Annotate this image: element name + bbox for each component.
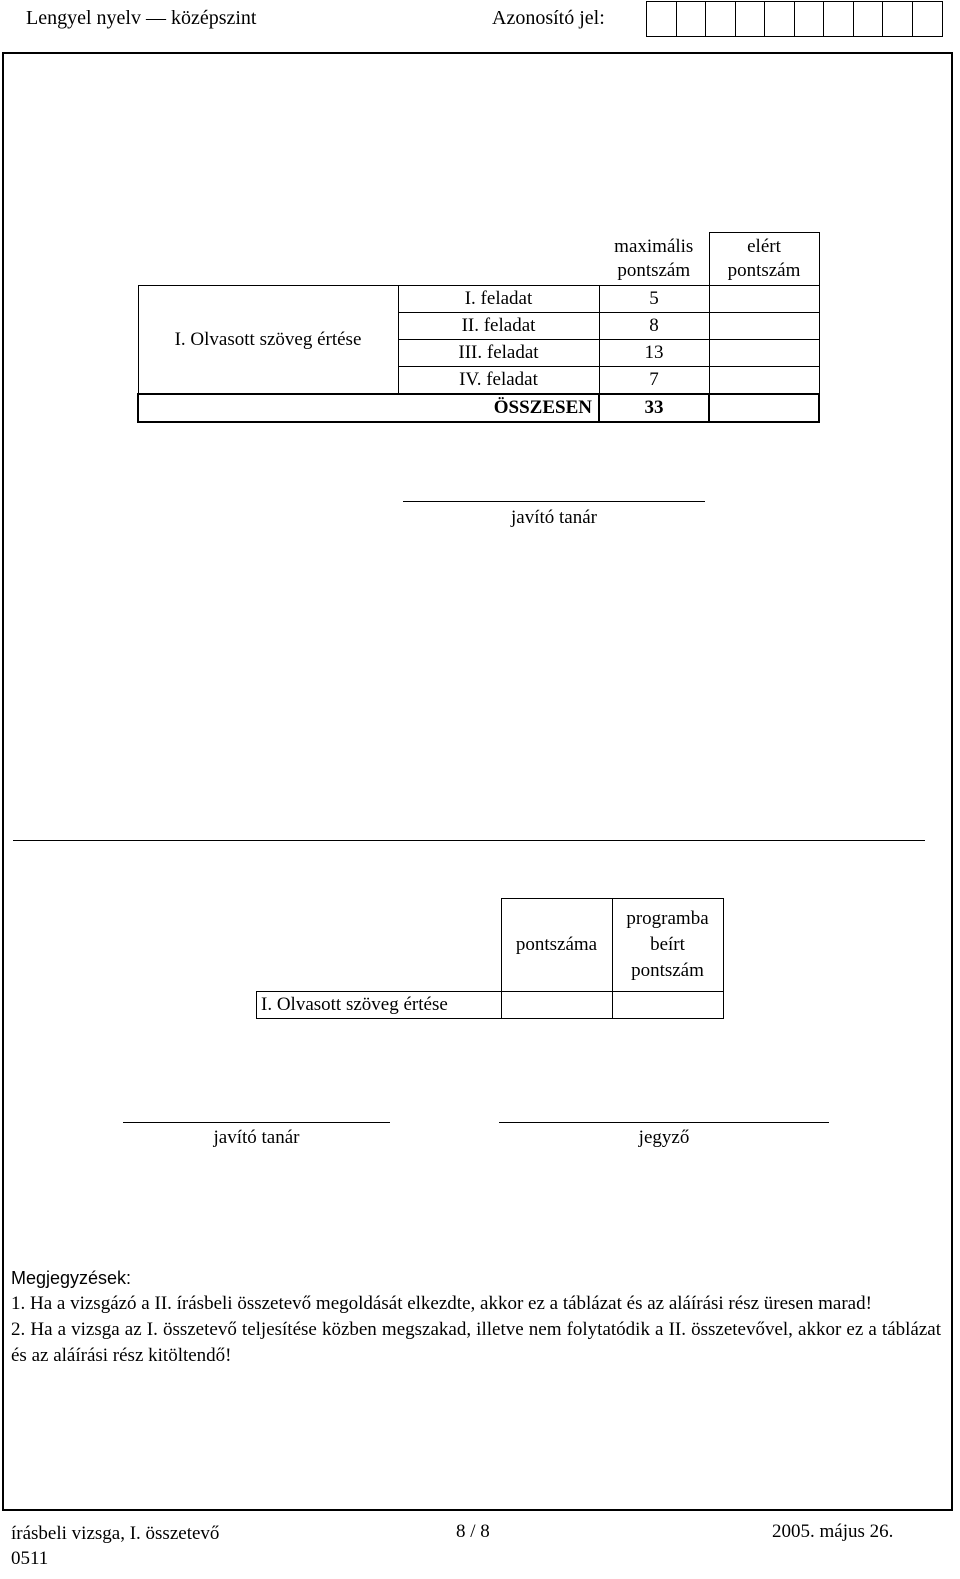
- col-max-header: maximális pontszám: [614, 235, 694, 281]
- task-score-input[interactable]: [709, 340, 819, 367]
- notes: [11, 1265, 941, 1369]
- task-score-input[interactable]: [709, 313, 819, 340]
- total-score-input[interactable]: [709, 394, 819, 422]
- id-box[interactable]: [854, 2, 884, 36]
- row-label: I. Olvasott szöveg értése: [257, 992, 502, 1019]
- task-score-input[interactable]: [709, 286, 819, 313]
- total-max: 33: [599, 394, 709, 422]
- task-score-input[interactable]: [709, 367, 819, 395]
- id-boxes[interactable]: [646, 1, 943, 37]
- points-input[interactable]: [501, 992, 612, 1019]
- entered-points-input[interactable]: [612, 992, 723, 1019]
- footer-date: 2005. május 26.: [772, 1521, 894, 1542]
- id-box[interactable]: [795, 2, 825, 36]
- col-points-header: pontszáma: [501, 899, 612, 992]
- id-box[interactable]: [736, 2, 766, 36]
- section-label: I. Olvasott szöveg értése: [138, 286, 398, 395]
- task-label: II. feladat: [398, 313, 599, 340]
- signature-line[interactable]: [123, 1122, 390, 1123]
- footer-page: 8 / 8: [456, 1521, 490, 1542]
- total-label: ÖSSZESEN: [138, 394, 599, 422]
- signature-label-teacher: javító tanár: [511, 507, 597, 528]
- task-max: 7: [599, 367, 709, 395]
- task-max: 8: [599, 313, 709, 340]
- note-1: 1. Ha a vizsgázó a II. írásbeli összetevő megoldását elkezdte, akkor ez a táblázat és az aláírási rész üresen marad!: [11, 1293, 872, 1314]
- signature-line[interactable]: [403, 501, 705, 502]
- signature-label-notary: jegyző: [638, 1127, 690, 1148]
- task-label: III. feladat: [398, 340, 599, 367]
- id-box[interactable]: [706, 2, 736, 36]
- notes-title: Megjegyzések:: [11, 1268, 132, 1288]
- task-max: 5: [599, 286, 709, 313]
- id-box[interactable]: [677, 2, 707, 36]
- id-box[interactable]: [883, 2, 913, 36]
- col-entered-header: programba beírt pontszám: [612, 899, 723, 992]
- header-subject: Lengyel nyelv — középszint: [26, 7, 257, 29]
- divider: [13, 840, 925, 841]
- id-box[interactable]: [913, 2, 943, 36]
- signature-line[interactable]: [499, 1122, 829, 1123]
- small-score-table: [256, 898, 724, 1019]
- task-max: 13: [599, 340, 709, 367]
- footer-left: írásbeli vizsga, I. összetevő 0511: [11, 1523, 220, 1569]
- id-box[interactable]: [765, 2, 795, 36]
- col-got-header: elért pontszám: [709, 233, 819, 286]
- score-table: [137, 232, 820, 423]
- id-box[interactable]: [647, 2, 677, 36]
- note-2: 2. Ha a vizsga az I. összetevő teljesítése közben megszakad, illetve nem folytatódik a II. összetevővel, akkor ez a táblázat és az aláírási rész kitöltendő!: [11, 1319, 941, 1366]
- task-label: I. feladat: [398, 286, 599, 313]
- task-label: IV. feladat: [398, 367, 599, 395]
- header-id-label: Azonosító jel:: [492, 7, 605, 29]
- signature-label-teacher: javító tanár: [213, 1127, 300, 1148]
- id-box[interactable]: [824, 2, 854, 36]
